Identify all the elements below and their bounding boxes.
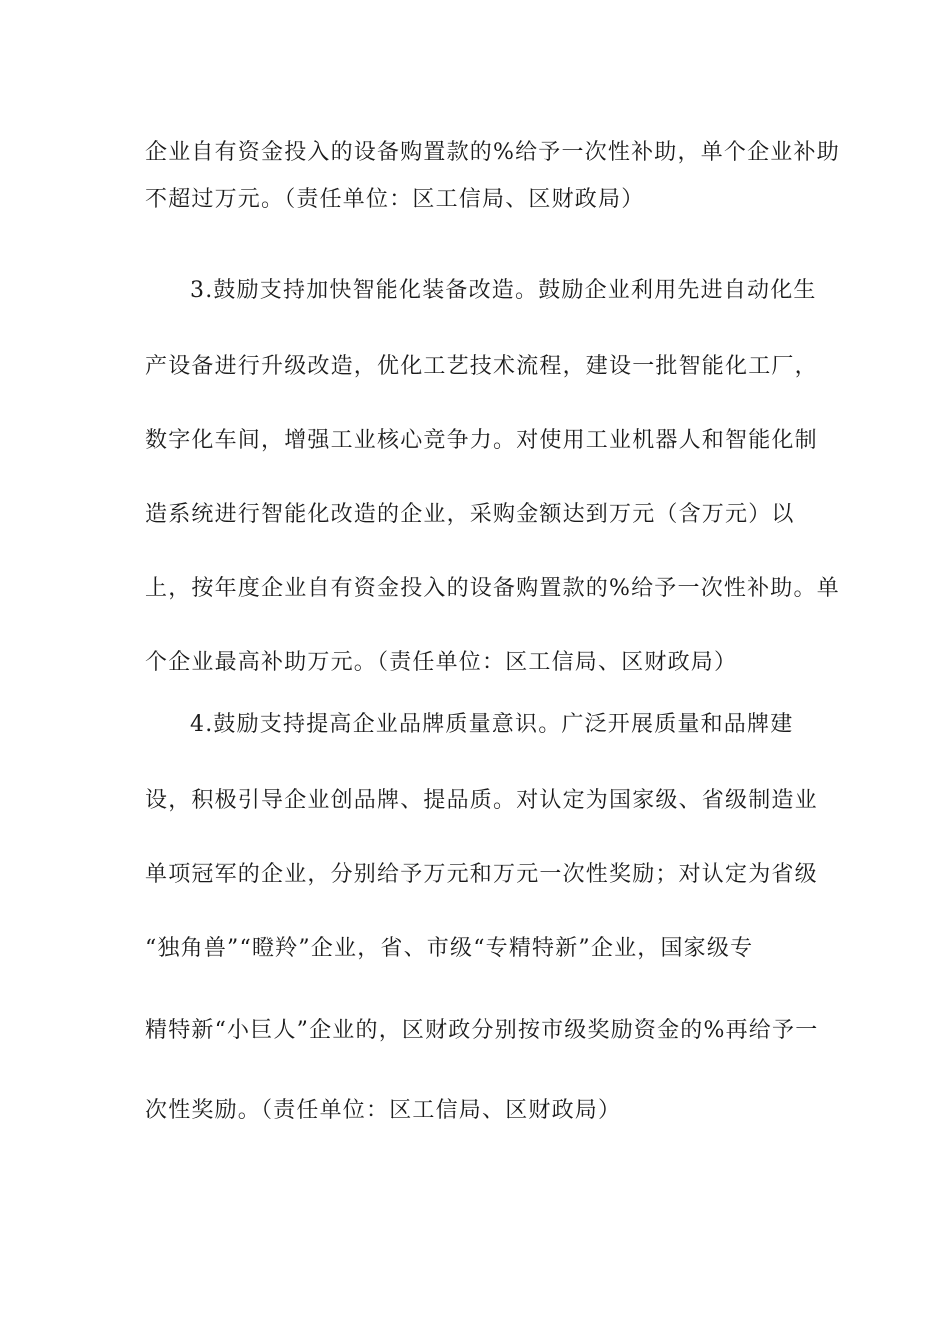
text-line-5: 数字化车间，增强工业核心竞争力。对使用工业机器人和智能化制	[145, 428, 818, 453]
text-line-11: 单项冠军的企业，分别给予万元和万元一次性奖励；对认定为省级	[145, 862, 818, 887]
section-3-heading-line: 3.鼓励支持加快智能化装备改造。鼓励企业利用先进自动化生	[190, 278, 817, 303]
text-line-13: 精特新“小巨人”企业的，区财政分别按市级奖励资金的%再给予一	[145, 1018, 819, 1043]
text-line-7: 上，按年度企业自有资金投入的设备购置款的%给予一次性补助。单	[145, 576, 840, 601]
text-line-8: 个企业最高补助万元。（责任单位：区工信局、区财政局）	[145, 650, 738, 675]
text-line-2: 不超过万元。（责任单位：区工信局、区财政局）	[145, 187, 645, 212]
text-line-12: “独角兽”“瞪羚”企业，省、市级“专精特新”企业，国家级专	[145, 936, 754, 961]
text-line-6: 造系统进行智能化改造的企业，采购金额达到万元（含万元）以	[145, 502, 795, 527]
text-line-1: 企业自有资金投入的设备购置款的%给予一次性补助，单个企业补助	[145, 140, 840, 165]
text-line-14: 次性奖励。（责任单位：区工信局、区财政局）	[145, 1098, 622, 1123]
text-line-4: 产设备进行升级改造，优化工艺技术流程，建设一批智能化工厂，	[145, 354, 818, 379]
text-line-10: 设，积极引导企业创品牌、提品质。对认定为国家级、省级制造业	[145, 788, 818, 813]
section-4-heading-line: 4.鼓励支持提高企业品牌质量意识。广泛开展质量和品牌建	[190, 712, 794, 737]
